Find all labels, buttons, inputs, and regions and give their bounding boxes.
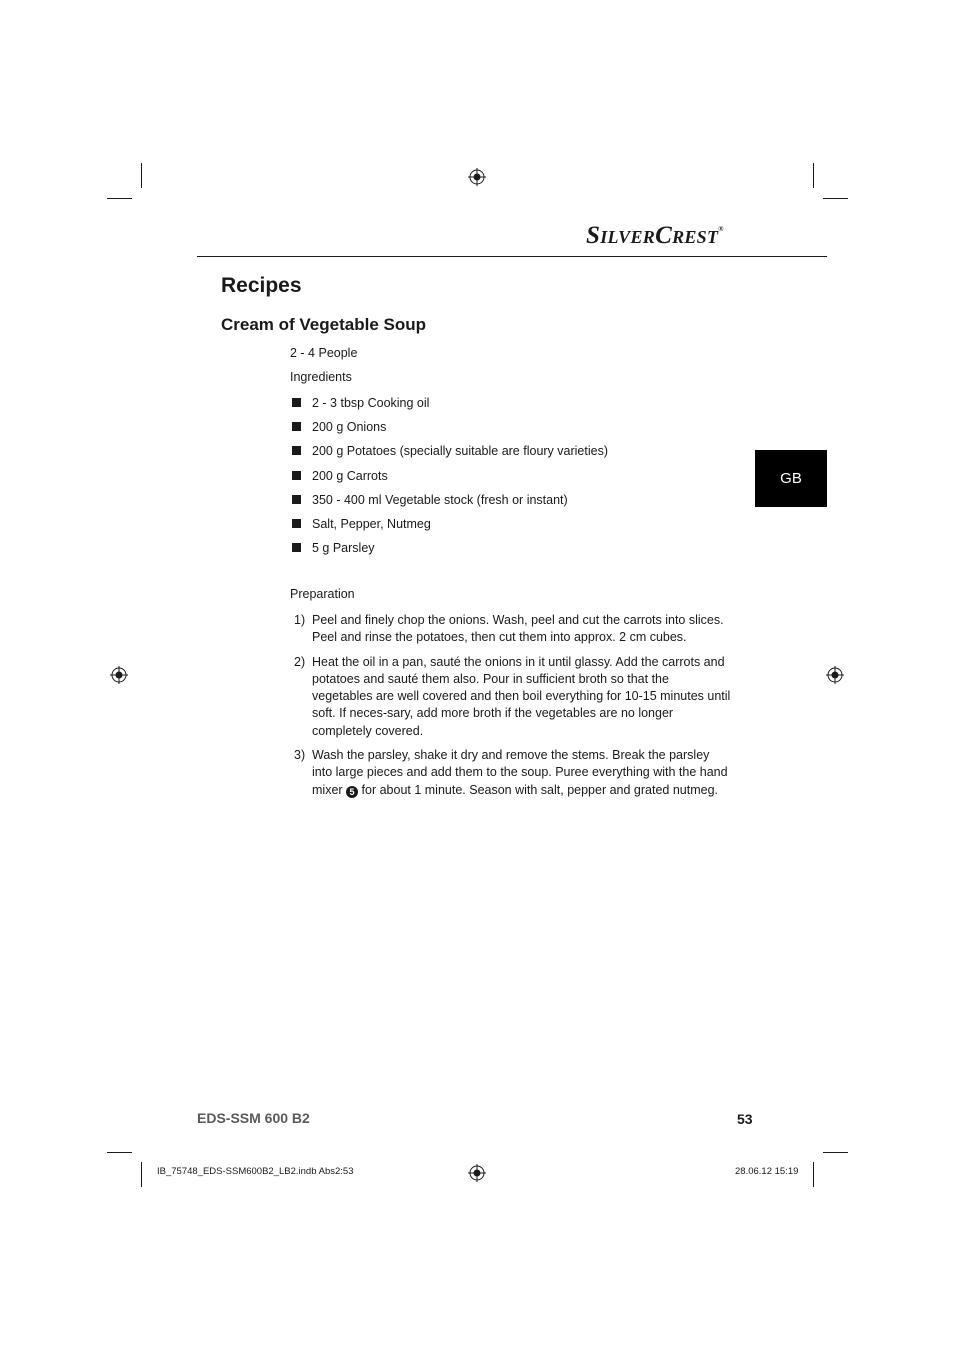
page-title: Recipes (221, 274, 302, 297)
crop-mark (107, 198, 132, 199)
step-text: Heat the oil in a pan, sauté the onions in it until glassy. Add the carrots and potatoes and sauté them also. Pour in sufficient broth so that the vegetables are well covered and then boil everything for 10-15 minutes until soft. If neces-sary, add more broth if the vegetables are no longer completely covered. (312, 654, 731, 738)
step-item (290, 612, 740, 647)
brand-logo: SILVERCREST® (586, 222, 724, 249)
square-bullet-icon (292, 543, 301, 552)
square-bullet-icon (292, 446, 301, 455)
language-tab-label: GB (780, 470, 802, 487)
crop-mark (823, 198, 848, 199)
print-slug-left: IB_75748_EDS-SSM600B2_LB2.indb Abs2:53 (157, 1166, 354, 1177)
servings-text: 2 - 4 People (290, 346, 358, 360)
step-number: 1) (294, 613, 306, 627)
square-bullet-icon (292, 495, 301, 504)
registration-mark-icon (826, 666, 844, 684)
language-tab (755, 450, 827, 507)
registration-mark-icon (468, 168, 486, 186)
crop-mark (107, 1152, 132, 1153)
crop-mark (141, 1162, 142, 1187)
square-bullet-icon (292, 422, 301, 431)
ingredients-heading: Ingredients (290, 370, 352, 384)
step-number: 3) (294, 748, 306, 763)
step-number: 2) (294, 654, 306, 669)
footer-model: EDS-SSM 600 B2 (197, 1110, 310, 1126)
square-bullet-icon (292, 398, 301, 407)
crop-mark (813, 163, 814, 188)
square-bullet-icon (292, 471, 301, 480)
crop-mark (823, 1152, 848, 1153)
preparation-heading: Preparation (290, 587, 355, 601)
header-rule (197, 256, 827, 257)
step-text: Wash the parsley, shake it dry and remove the stems. Break the parsley into large pieces and add them to the soup. Puree everything with the hand mixer 5 for about 1 minute. Season with salt, pepper and grated nutmeg. (312, 748, 728, 797)
preparation-steps (290, 612, 740, 806)
page-number: 53 (737, 1111, 753, 1127)
print-slug-right: 28.06.12 15:19 (735, 1166, 799, 1177)
registration-mark-icon (110, 666, 128, 684)
step-item (290, 747, 740, 799)
step-text: Peel and finely chop the onions. Wash, peel and cut the carrots into slices. Peel and rinse the potatoes, then cut them into approx. 2 cm cubes. (312, 613, 724, 645)
recipe-title: Cream of Vegetable Soup (221, 315, 426, 334)
crop-mark (141, 163, 142, 188)
square-bullet-icon (292, 519, 301, 528)
part-reference-badge: 5 (346, 786, 358, 798)
crop-mark (813, 1162, 814, 1187)
registration-mark-icon (468, 1164, 486, 1182)
step-item (290, 654, 740, 740)
